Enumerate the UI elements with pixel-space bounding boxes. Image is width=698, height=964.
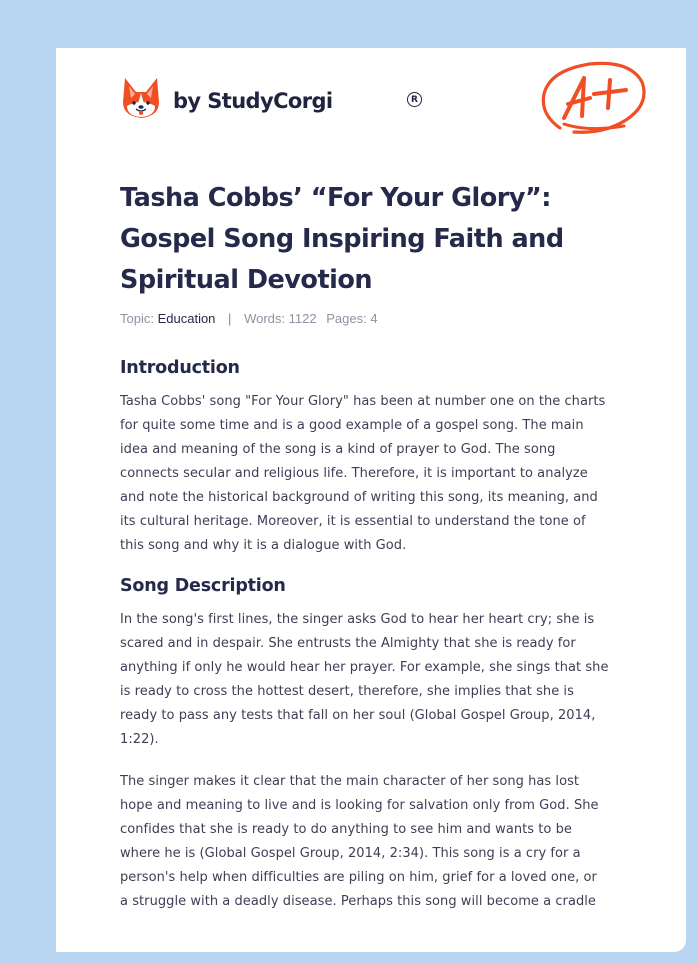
text-line: anything if only he would hear her prayer. For example, she sings that she	[120, 660, 609, 675]
paragraph	[120, 770, 635, 914]
title-line: Tasha Cobbs’ “For Your Glory”:	[120, 183, 551, 213]
essay-meta	[120, 311, 378, 326]
text-line: its cultural heritage. Moreover, it is essential to understand the tone of	[120, 514, 586, 529]
pages-count: 4	[370, 311, 378, 326]
title-line: Spiritual Devotion	[120, 265, 373, 295]
words-count: 1122	[288, 311, 317, 326]
brand-name: by StudyCorgi	[173, 89, 333, 113]
paragraph	[120, 608, 635, 752]
text-line: this song and why it is a dialogue with God.	[120, 538, 407, 553]
essay-body	[120, 352, 635, 914]
registered-trademark-icon: R	[407, 92, 422, 107]
topic-link[interactable]: Education	[157, 311, 216, 326]
text-line: hope and meaning to live and is looking for salvation only from God. She	[120, 798, 599, 813]
topic-label: Topic:	[120, 311, 154, 326]
text-line: ready to pass any tests that fall on her soul (Global Gospel Group, 2014,	[120, 708, 596, 723]
a-plus-grade-icon	[538, 58, 648, 140]
section-heading-song-description: Song Description	[120, 576, 286, 596]
essay-title	[120, 178, 640, 301]
text-line: connects secular and religious life. Therefore, it is important to analyze	[120, 466, 588, 481]
section-heading-introduction: Introduction	[120, 358, 240, 378]
pages-label: Pages:	[326, 311, 367, 326]
text-line: confides that she is ready to do anything to see him and wants to be	[120, 822, 572, 837]
text-line: for quite some time and is a good example of a gospel song. The main	[120, 418, 584, 433]
text-line: The singer makes it clear that the main character of her song has lost	[120, 774, 580, 789]
essay-card	[56, 48, 686, 952]
text-line: scared and in despair. She entrusts the Almighty that she is ready for	[120, 636, 576, 651]
text-line: and note the historical background of writing this song, its meaning, and	[120, 490, 598, 505]
meta-separator: |	[228, 311, 232, 326]
text-line: person's help when difficulties are piling on him, grief for a loved one, or	[120, 870, 597, 885]
text-line: 1:22).	[120, 732, 159, 747]
text-line: In the song's first lines, the singer asks God to hear her heart cry; she is	[120, 612, 595, 627]
text-line: Tasha Cobbs' song "For Your Glory" has been at number one on the charts	[120, 394, 606, 409]
text-line: where he is (Global Gospel Group, 2014, 2:34). This song is a cry for a	[120, 846, 581, 861]
text-line: is ready to cross the hottest desert, therefore, she implies that she is	[120, 684, 574, 699]
text-line: idea and meaning of the song is a kind of prayer to God. The song	[120, 442, 556, 457]
title-line: Gospel Song Inspiring Faith and	[120, 224, 564, 254]
studycorgi-logo[interactable]	[121, 76, 418, 120]
words-label: Words:	[244, 311, 285, 326]
corgi-icon	[121, 76, 161, 120]
paragraph	[120, 390, 635, 558]
text-line: a struggle with a deadly disease. Perhaps this song will become a cradle	[120, 894, 596, 909]
